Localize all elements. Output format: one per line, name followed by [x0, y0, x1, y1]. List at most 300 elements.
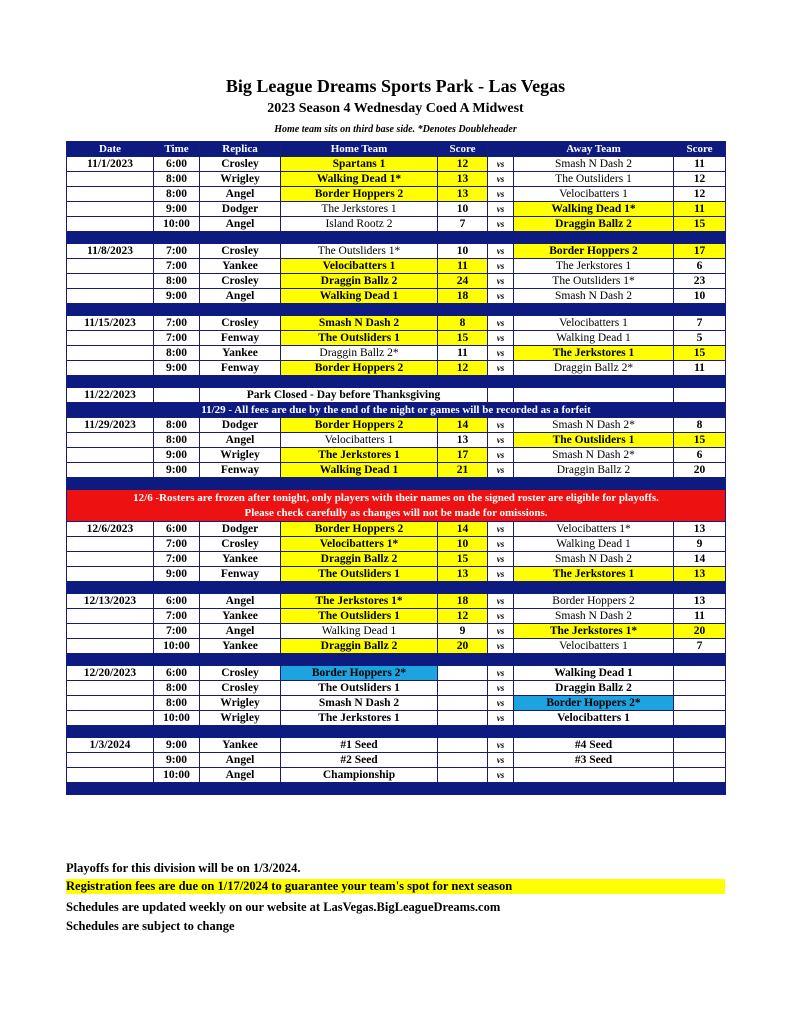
away-team-cell: [514, 388, 674, 403]
table-header-row: [67, 142, 726, 157]
home-team-cell: Border Hoppers 2: [281, 522, 438, 537]
away-team-cell: Velocibatters 1: [514, 711, 674, 726]
home-score-cell: [438, 738, 488, 753]
vs-cell: vs: [488, 172, 514, 187]
away-team-cell: The Jerkstores 1*: [514, 624, 674, 639]
time-cell: 10:00: [154, 768, 200, 783]
time-cell: 6:00: [154, 666, 200, 681]
game-row: [67, 552, 726, 567]
vs-cell: vs: [488, 259, 514, 274]
away-score-cell: 11: [674, 609, 726, 624]
home-team-cell: Draggin Ballz 2*: [281, 346, 438, 361]
home-score-cell: 15: [438, 331, 488, 346]
playoffs-note: Playoffs for this division will be on 1/3/2024.: [66, 861, 301, 875]
away-team-cell: Velocibatters 1: [514, 187, 674, 202]
away-score-cell: 20: [674, 463, 726, 478]
home-score-cell: 8: [438, 316, 488, 331]
home-score-cell: [438, 696, 488, 711]
roster-alert-line-2: Please check carefully as changes will not be made for omissions.: [244, 506, 548, 519]
game-row: [67, 418, 726, 433]
date-cell: 1/3/2024: [67, 738, 154, 753]
replica-field-cell: Fenway: [200, 567, 281, 582]
separator-row: [67, 376, 726, 388]
park-closed-row: [67, 388, 726, 403]
separator-row: [67, 478, 726, 490]
home-team-cell: #2 Seed: [281, 753, 438, 768]
separator-row: [67, 654, 726, 666]
date-cell: [67, 711, 154, 726]
date-cell: [67, 448, 154, 463]
time-cell: 8:00: [154, 346, 200, 361]
park-closed-note: Park Closed - Day before Thanksgiving: [200, 388, 488, 403]
vs-cell: vs: [488, 187, 514, 202]
game-row: [67, 537, 726, 552]
separator-row: [67, 582, 726, 594]
replica-field-cell: Crosley: [200, 274, 281, 289]
separator-cell: [67, 376, 726, 388]
home-score-cell: 12: [438, 361, 488, 376]
away-score-cell: 20: [674, 624, 726, 639]
time-cell: 10:00: [154, 711, 200, 726]
vs-cell: vs: [488, 639, 514, 654]
away-team-cell: Draggin Ballz 2: [514, 681, 674, 696]
away-team-cell: Velocibatters 1: [514, 316, 674, 331]
vs-cell: vs: [488, 244, 514, 259]
home-team-cell: Championship: [281, 768, 438, 783]
replica-field-cell: Yankee: [200, 609, 281, 624]
away-team-cell: #4 Seed: [514, 738, 674, 753]
away-score-cell: 9: [674, 537, 726, 552]
away-team-cell: Border Hoppers 2*: [514, 696, 674, 711]
col-vs: [488, 142, 514, 157]
vs-cell: vs: [488, 567, 514, 582]
time-cell: 9:00: [154, 753, 200, 768]
home-score-cell: 10: [438, 202, 488, 217]
game-row: [67, 681, 726, 696]
game-row: [67, 157, 726, 172]
separator-cell: [67, 304, 726, 316]
away-team-cell: The Outsliders 1: [514, 172, 674, 187]
separator-cell: [67, 726, 726, 738]
date-cell: [67, 202, 154, 217]
vs-cell: vs: [488, 666, 514, 681]
away-score-cell: 13: [674, 567, 726, 582]
fees-notice: 11/29 - All fees are due by the end of the night or games will be recorded as a forfeit: [67, 403, 726, 418]
game-row: [67, 346, 726, 361]
time-cell: 7:00: [154, 244, 200, 259]
replica-field-cell: Wrigley: [200, 448, 281, 463]
home-score-cell: 13: [438, 187, 488, 202]
home-score-cell: [438, 666, 488, 681]
replica-field-cell: Dodger: [200, 418, 281, 433]
separator-cell: [67, 232, 726, 244]
registration-note: Registration fees are due on 1/17/2024 to guarantee your team's spot for next season: [66, 879, 725, 894]
date-cell: 12/13/2023: [67, 594, 154, 609]
away-team-cell: Draggin Ballz 2: [514, 463, 674, 478]
date-cell: [67, 753, 154, 768]
away-team-cell: The Outsliders 1: [514, 433, 674, 448]
home-team-note: Home team sits on third base side. *Denotes Doubleheader: [274, 124, 517, 135]
date-cell: [67, 639, 154, 654]
website-note: Schedules are updated weekly on our website at LasVegas.BigLeagueDreams.com: [66, 900, 501, 914]
game-row: [67, 711, 726, 726]
away-score-cell: 15: [674, 433, 726, 448]
vs-cell: vs: [488, 418, 514, 433]
vs-cell: vs: [488, 738, 514, 753]
home-team-cell: Border Hoppers 2: [281, 187, 438, 202]
date-cell: [67, 289, 154, 304]
vs-cell: vs: [488, 594, 514, 609]
home-team-cell: Border Hoppers 2*: [281, 666, 438, 681]
game-row: [67, 361, 726, 376]
game-row: [67, 289, 726, 304]
game-row: [67, 187, 726, 202]
replica-field-cell: Crosley: [200, 666, 281, 681]
home-score-cell: 12: [438, 609, 488, 624]
replica-field-cell: Fenway: [200, 331, 281, 346]
time-cell: 8:00: [154, 187, 200, 202]
replica-field-cell: Yankee: [200, 259, 281, 274]
game-row: [67, 594, 726, 609]
home-team-cell: Border Hoppers 2: [281, 418, 438, 433]
date-cell: 12/20/2023: [67, 666, 154, 681]
home-team-cell: Draggin Ballz 2: [281, 552, 438, 567]
time-cell: 7:00: [154, 609, 200, 624]
vs-cell: vs: [488, 463, 514, 478]
game-row: [67, 768, 726, 783]
replica-field-cell: Fenway: [200, 361, 281, 376]
away-score-cell: 6: [674, 448, 726, 463]
away-team-cell: Walking Dead 1*: [514, 202, 674, 217]
away-team-cell: Smash N Dash 2: [514, 289, 674, 304]
home-score-cell: 10: [438, 244, 488, 259]
replica-field-cell: Angel: [200, 594, 281, 609]
time-cell: 9:00: [154, 448, 200, 463]
home-team-cell: The Jerkstores 1: [281, 448, 438, 463]
replica-field-cell: Crosley: [200, 157, 281, 172]
away-score-cell: [674, 753, 726, 768]
vs-cell: vs: [488, 624, 514, 639]
away-team-cell: Smash N Dash 2: [514, 157, 674, 172]
away-score-cell: 15: [674, 217, 726, 232]
home-team-cell: Draggin Ballz 2: [281, 274, 438, 289]
roster-alert-row: [67, 490, 726, 522]
game-row: [67, 316, 726, 331]
home-score-cell: 17: [438, 448, 488, 463]
away-team-cell: Smash N Dash 2*: [514, 448, 674, 463]
away-team-cell: Border Hoppers 2: [514, 244, 674, 259]
col-replica: Replica: [200, 142, 281, 157]
away-score-cell: 15: [674, 346, 726, 361]
home-score-cell: [438, 681, 488, 696]
vs-cell: vs: [488, 537, 514, 552]
away-team-cell: Border Hoppers 2: [514, 594, 674, 609]
home-score-cell: 12: [438, 157, 488, 172]
vs-cell: vs: [488, 202, 514, 217]
away-team-cell: Walking Dead 1: [514, 537, 674, 552]
home-team-cell: Draggin Ballz 2: [281, 639, 438, 654]
home-score-cell: 20: [438, 639, 488, 654]
away-score-cell: 23: [674, 274, 726, 289]
game-row: [67, 217, 726, 232]
vs-cell: vs: [488, 696, 514, 711]
separator-cell: [67, 582, 726, 594]
away-score-cell: 8: [674, 418, 726, 433]
away-score-cell: 12: [674, 187, 726, 202]
home-team-cell: #1 Seed: [281, 738, 438, 753]
replica-field-cell: Angel: [200, 624, 281, 639]
replica-field-cell: Yankee: [200, 738, 281, 753]
home-team-cell: Island Rootz 2: [281, 217, 438, 232]
home-score-cell: 11: [438, 346, 488, 361]
home-team-cell: The Outsliders 1: [281, 609, 438, 624]
away-team-cell: Walking Dead 1: [514, 331, 674, 346]
vs-cell: vs: [488, 711, 514, 726]
home-score-cell: [438, 711, 488, 726]
away-team-cell: Smash N Dash 2: [514, 552, 674, 567]
date-cell: [67, 172, 154, 187]
game-row: [67, 463, 726, 478]
replica-field-cell: Wrigley: [200, 696, 281, 711]
home-score-cell: 18: [438, 594, 488, 609]
game-row: [67, 696, 726, 711]
date-cell: [67, 681, 154, 696]
home-team-cell: The Jerkstores 1*: [281, 594, 438, 609]
away-score-cell: 13: [674, 594, 726, 609]
separator-cell: [67, 478, 726, 490]
time-cell: 9:00: [154, 289, 200, 304]
date-cell: 11/22/2023: [67, 388, 154, 403]
away-team-cell: Smash N Dash 2*: [514, 418, 674, 433]
home-score-cell: 10: [438, 537, 488, 552]
home-score-cell: [438, 768, 488, 783]
home-team-cell: The Outsliders 1: [281, 331, 438, 346]
replica-field-cell: Crosley: [200, 244, 281, 259]
date-cell: 11/15/2023: [67, 316, 154, 331]
away-score-cell: [674, 696, 726, 711]
replica-field-cell: Dodger: [200, 522, 281, 537]
subject-note: Schedules are subject to change: [66, 919, 235, 933]
home-team-cell: The Outsliders 1: [281, 567, 438, 582]
home-team-cell: Border Hoppers 2: [281, 361, 438, 376]
time-cell: 7:00: [154, 537, 200, 552]
away-score-cell: 5: [674, 331, 726, 346]
time-cell: 7:00: [154, 552, 200, 567]
time-cell: 6:00: [154, 522, 200, 537]
date-cell: [67, 696, 154, 711]
time-cell: 10:00: [154, 639, 200, 654]
game-row: [67, 666, 726, 681]
vs-cell: vs: [488, 346, 514, 361]
time-cell: 7:00: [154, 259, 200, 274]
date-cell: [67, 187, 154, 202]
time-cell: 7:00: [154, 331, 200, 346]
date-cell: [67, 609, 154, 624]
time-cell: 7:00: [154, 316, 200, 331]
separator-row: [67, 232, 726, 244]
away-team-cell: The Jerkstores 1: [514, 259, 674, 274]
home-team-cell: Spartans 1: [281, 157, 438, 172]
date-cell: [67, 768, 154, 783]
separator-row: [67, 726, 726, 738]
home-team-cell: Walking Dead 1: [281, 624, 438, 639]
away-score-cell: 10: [674, 289, 726, 304]
date-cell: [67, 537, 154, 552]
vs-cell: vs: [488, 448, 514, 463]
replica-field-cell: Yankee: [200, 346, 281, 361]
home-score-cell: 11: [438, 259, 488, 274]
away-team-cell: Smash N Dash 2: [514, 609, 674, 624]
home-score-cell: 21: [438, 463, 488, 478]
date-cell: [67, 331, 154, 346]
away-team-cell: Velocibatters 1*: [514, 522, 674, 537]
away-team-cell: The Jerkstores 1: [514, 346, 674, 361]
vs-cell: vs: [488, 681, 514, 696]
away-score-cell: 7: [674, 639, 726, 654]
date-cell: 12/6/2023: [67, 522, 154, 537]
game-row: [67, 202, 726, 217]
away-team-cell: [514, 768, 674, 783]
time-cell: 6:00: [154, 157, 200, 172]
separator-row: [67, 304, 726, 316]
home-team-cell: The Jerkstores 1: [281, 202, 438, 217]
game-row: [67, 624, 726, 639]
game-row: [67, 639, 726, 654]
replica-field-cell: Angel: [200, 187, 281, 202]
date-cell: [67, 567, 154, 582]
home-team-cell: The Jerkstores 1: [281, 711, 438, 726]
replica-field-cell: Angel: [200, 768, 281, 783]
away-team-cell: Draggin Ballz 2: [514, 217, 674, 232]
home-team-cell: The Outsliders 1: [281, 681, 438, 696]
time-cell: 7:00: [154, 624, 200, 639]
time-cell: 10:00: [154, 217, 200, 232]
vs-cell: vs: [488, 609, 514, 624]
replica-field-cell: Crosley: [200, 316, 281, 331]
separator-row: [67, 783, 726, 795]
date-cell: 11/8/2023: [67, 244, 154, 259]
replica-field-cell: Fenway: [200, 463, 281, 478]
time-cell: 8:00: [154, 172, 200, 187]
separator-cell: [67, 783, 726, 795]
home-team-cell: Velocibatters 1: [281, 433, 438, 448]
time-cell: 9:00: [154, 738, 200, 753]
col-away-score: Score: [674, 142, 726, 157]
away-team-cell: Velocibatters 1: [514, 639, 674, 654]
away-score-cell: 14: [674, 552, 726, 567]
col-away-team: Away Team: [514, 142, 674, 157]
home-team-cell: Velocibatters 1*: [281, 537, 438, 552]
game-row: [67, 567, 726, 582]
away-score-cell: 11: [674, 202, 726, 217]
away-score-cell: [674, 711, 726, 726]
home-score-cell: 14: [438, 522, 488, 537]
date-cell: [67, 361, 154, 376]
time-cell: 9:00: [154, 202, 200, 217]
home-team-cell: Smash N Dash 2: [281, 316, 438, 331]
schedule-body: [67, 157, 726, 795]
game-row: [67, 448, 726, 463]
home-score-cell: 15: [438, 552, 488, 567]
replica-field-cell: Angel: [200, 753, 281, 768]
home-team-cell: Walking Dead 1: [281, 289, 438, 304]
game-row: [67, 244, 726, 259]
replica-field-cell: Yankee: [200, 639, 281, 654]
col-time: Time: [154, 142, 200, 157]
home-team-cell: The Outsliders 1*: [281, 244, 438, 259]
away-score-cell: 11: [674, 157, 726, 172]
replica-field-cell: Dodger: [200, 202, 281, 217]
schedule-table: [66, 141, 726, 795]
time-cell: [154, 388, 200, 403]
home-team-cell: Walking Dead 1: [281, 463, 438, 478]
time-cell: 8:00: [154, 681, 200, 696]
time-cell: 8:00: [154, 696, 200, 711]
game-row: [67, 331, 726, 346]
date-cell: [67, 552, 154, 567]
away-score-cell: 6: [674, 259, 726, 274]
page-title: Big League Dreams Sports Park - Las Vegas: [225, 76, 566, 96]
col-home-score: Score: [438, 142, 488, 157]
replica-field-cell: Angel: [200, 433, 281, 448]
replica-field-cell: Angel: [200, 289, 281, 304]
vs-cell: vs: [488, 768, 514, 783]
time-cell: 6:00: [154, 594, 200, 609]
fees-notice-row: [67, 403, 726, 418]
vs-cell: vs: [488, 522, 514, 537]
away-score-cell: [674, 681, 726, 696]
vs-cell: vs: [488, 274, 514, 289]
date-cell: 11/29/2023: [67, 418, 154, 433]
away-score-cell: 13: [674, 522, 726, 537]
time-cell: 8:00: [154, 433, 200, 448]
away-score-cell: 11: [674, 361, 726, 376]
home-score-cell: 18: [438, 289, 488, 304]
col-home-team: Home Team: [281, 142, 438, 157]
game-row: [67, 259, 726, 274]
away-team-cell: The Outsliders 1*: [514, 274, 674, 289]
game-row: [67, 172, 726, 187]
vs-cell: vs: [488, 552, 514, 567]
replica-field-cell: Wrigley: [200, 711, 281, 726]
away-team-cell: Draggin Ballz 2*: [514, 361, 674, 376]
separator-cell: [67, 654, 726, 666]
season-subtitle: 2023 Season 4 Wednesday Coed A Midwest: [267, 101, 524, 116]
vs-cell: vs: [488, 433, 514, 448]
away-team-cell: #3 Seed: [514, 753, 674, 768]
date-cell: [67, 346, 154, 361]
vs-cell: vs: [488, 157, 514, 172]
home-score-cell: 13: [438, 433, 488, 448]
vs-cell: vs: [488, 289, 514, 304]
away-score-cell: [674, 388, 726, 403]
home-score-cell: 9: [438, 624, 488, 639]
vs-cell: [488, 388, 514, 403]
time-cell: 9:00: [154, 463, 200, 478]
time-cell: 9:00: [154, 361, 200, 376]
vs-cell: vs: [488, 331, 514, 346]
away-score-cell: 7: [674, 316, 726, 331]
vs-cell: vs: [488, 753, 514, 768]
replica-field-cell: Wrigley: [200, 172, 281, 187]
game-row: [67, 738, 726, 753]
home-team-cell: Smash N Dash 2: [281, 696, 438, 711]
away-team-cell: The Jerkstores 1: [514, 567, 674, 582]
game-row: [67, 609, 726, 624]
time-cell: 8:00: [154, 418, 200, 433]
home-team-cell: Walking Dead 1*: [281, 172, 438, 187]
away-team-cell: Walking Dead 1: [514, 666, 674, 681]
